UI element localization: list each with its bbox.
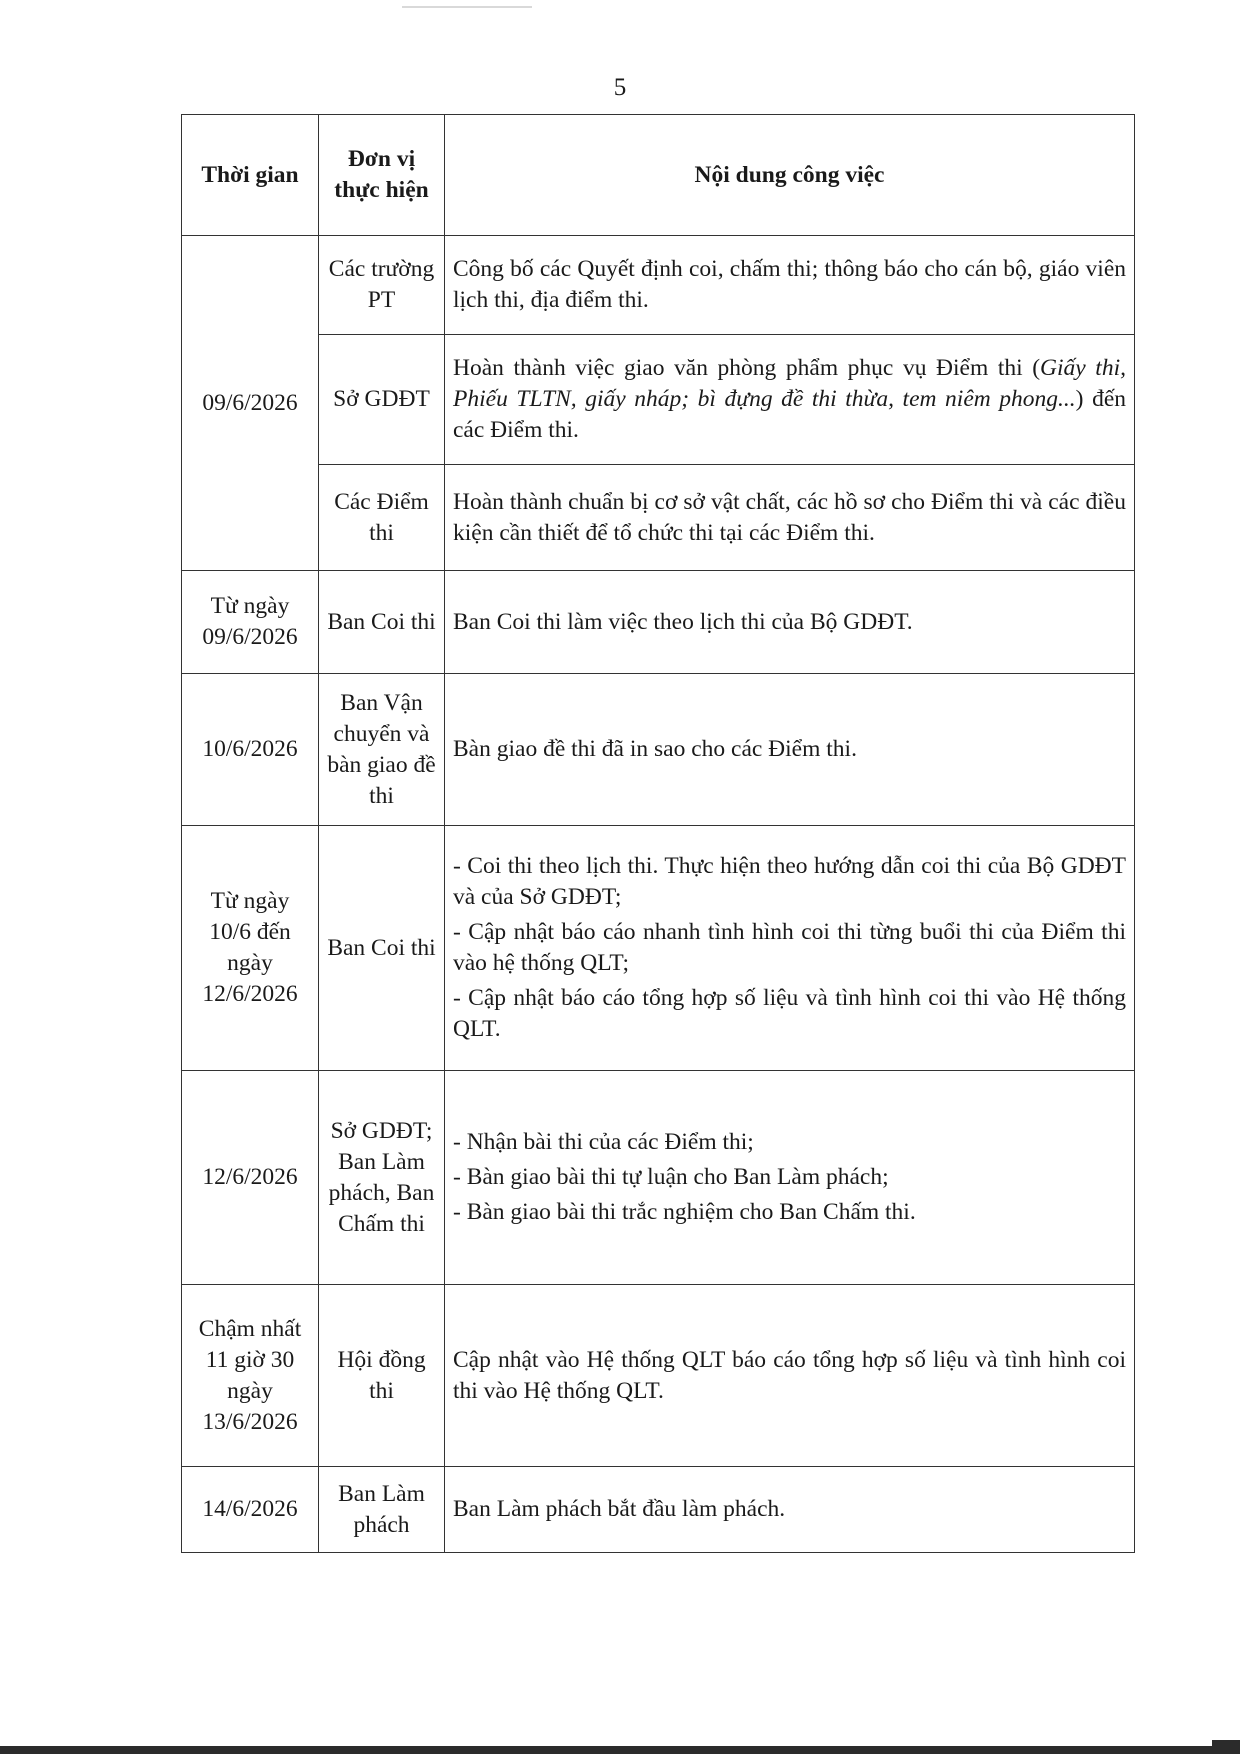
- schedule-table: [181, 114, 1135, 1553]
- content-line: Ban Coi thi làm việc theo lịch thi của Bộ GDĐT.: [453, 608, 913, 635]
- table-row: [182, 1071, 1135, 1285]
- time-cell: 09/6/2026: [182, 236, 319, 571]
- content-cell: [445, 826, 1135, 1071]
- header-content: Nội dung công việc: [445, 115, 1135, 236]
- content-line: - Cập nhật báo cáo nhanh tình hình coi thi từng buổi thi của Điểm thi vào hệ thống QLT;: [453, 919, 1126, 976]
- content-cell: [445, 1285, 1135, 1467]
- unit-cell: Ban Coi thi: [319, 826, 445, 1071]
- content-line: Ban Làm phách bắt đầu làm phách.: [453, 1496, 786, 1522]
- table-row: [182, 335, 1135, 465]
- time-cell: Từ ngày 10/6 đến ngày 12/6/2026: [182, 826, 319, 1071]
- content-line: Công bố các Quyết định coi, chấm thi; thông báo cho cán bộ, giáo viên lịch thi, địa điểm thi.: [453, 256, 1126, 313]
- content-line: - Bàn giao bài thi tự luận cho Ban Làm phách;: [453, 1164, 889, 1190]
- unit-cell: Các Điểm thi: [319, 465, 445, 571]
- header-time: Thời gian: [182, 115, 319, 236]
- content-cell: [445, 1467, 1135, 1553]
- table-row: [182, 1285, 1135, 1467]
- content-italic: Giấy thi, Phiếu TLTN, giấy nháp; bì đựng đề thi thừa, tem niêm phong...: [453, 355, 1126, 412]
- content-line: - Coi thi theo lịch thi. Thực hiện theo hướng dẫn coi thi của Bộ GDĐT và của Sở GDĐT;: [453, 853, 1126, 910]
- table-header-row: [182, 115, 1135, 236]
- table-row: [182, 465, 1135, 571]
- content-line: Cập nhật vào Hệ thống QLT báo cáo tổng hợp số liệu và tình hình coi thi vào Hệ thống QLT.: [453, 1346, 1126, 1404]
- table-row: [182, 1467, 1135, 1553]
- unit-cell: Hội đồng thi: [319, 1285, 445, 1467]
- content-line: - Nhận bài thi của các Điểm thi;: [453, 1129, 754, 1155]
- table-row: [182, 571, 1135, 674]
- content-line: - Cập nhật báo cáo tổng hợp số liệu và tình hình coi thi vào Hệ thống QLT.: [453, 985, 1126, 1042]
- content-line: - Bàn giao bài thi trắc nghiệm cho Ban Chấm thi.: [453, 1199, 916, 1225]
- table-row: [182, 826, 1135, 1071]
- scan-border: [1212, 1740, 1240, 1754]
- scan-border: [0, 1746, 1240, 1754]
- time-cell: 10/6/2026: [182, 674, 319, 826]
- time-cell: Từ ngày 09/6/2026: [182, 571, 319, 674]
- time-cell: 12/6/2026: [182, 1071, 319, 1285]
- time-cell: 14/6/2026: [182, 1467, 319, 1553]
- time-cell: Chậm nhất 11 giờ 30 ngày 13/6/2026: [182, 1285, 319, 1467]
- scan-mark: [402, 6, 532, 8]
- content-cell: [445, 236, 1135, 335]
- content-cell: [445, 571, 1135, 674]
- unit-cell: Sở GDĐT; Ban Làm phách, Ban Chấm thi: [319, 1071, 445, 1285]
- page-number: 5: [613, 74, 627, 101]
- table-row: [182, 236, 1135, 335]
- unit-cell: Ban Làm phách: [319, 1467, 445, 1553]
- unit-cell: Ban Vận chuyển và bàn giao đề thi: [319, 674, 445, 826]
- content-line: [453, 353, 1126, 446]
- content-line: Bàn giao đề thi đã in sao cho các Điểm thi.: [453, 736, 857, 762]
- content-cell: [445, 674, 1135, 826]
- header-unit: Đơn vị thực hiện: [319, 115, 445, 236]
- content-cell: [445, 335, 1135, 465]
- content-cell: [445, 1071, 1135, 1285]
- content-text: ) đến các Điểm thi.: [453, 386, 1126, 443]
- table-row: [182, 674, 1135, 826]
- content-line: Hoàn thành chuẩn bị cơ sở vật chất, các hồ sơ cho Điểm thi và các điều kiện cần thiết để tổ chức thi tại các Điểm thi.: [453, 488, 1126, 546]
- unit-cell: Ban Coi thi: [319, 571, 445, 674]
- unit-cell: Sở GDĐT: [319, 335, 445, 465]
- unit-cell: Các trường PT: [319, 236, 445, 335]
- content-cell: [445, 465, 1135, 571]
- content-text: Hoàn thành việc giao văn phòng phẩm phục vụ Điểm thi (: [453, 355, 1041, 381]
